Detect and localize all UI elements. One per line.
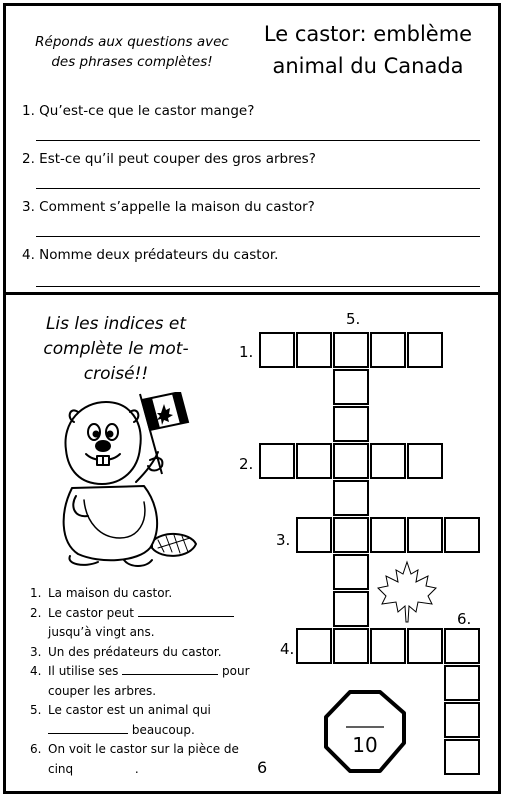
clue-text: On voit le castor sur la pièce de (48, 742, 239, 756)
crossword-cell-h4[interactable] (444, 628, 480, 664)
crossword-cell-h4[interactable] (407, 628, 443, 664)
crossword-cell-h2[interactable] (370, 443, 406, 479)
cw-instructions-line-2: complète le mot- (43, 339, 189, 359)
crossword-cell-h3[interactable] (444, 517, 480, 553)
beaver-illustration (40, 392, 198, 570)
cw-instructions-line-3: croisé!! (83, 364, 149, 384)
clue-2-cont: jusqu’à vingt ans. (48, 625, 155, 639)
clue-text: Un des prédateurs du castor. (48, 644, 222, 659)
question-1: 1. Qu’est-ce que le castor mange? (22, 103, 255, 119)
section-divider (3, 292, 501, 295)
title-line-2: animal du Canada (272, 54, 464, 78)
page-number: 6 (257, 758, 268, 777)
answer-line-1[interactable] (36, 140, 480, 141)
crossword-instructions (30, 312, 202, 387)
answer-line-3[interactable] (36, 236, 480, 237)
clue-blank[interactable] (122, 674, 218, 675)
page-title (244, 18, 492, 82)
question-3: 3. Comment s’appelle la maison du castor? (22, 199, 315, 215)
clue-text: Il utilise ses (48, 664, 119, 678)
clue-number: 5. (30, 703, 42, 717)
crossword-cell-h2[interactable] (259, 443, 295, 479)
clue-blank[interactable] (138, 616, 234, 617)
crossword-cell-h4[interactable] (296, 628, 332, 664)
crossword-cell-v5[interactable] (333, 369, 369, 405)
crossword-cell-h3[interactable] (407, 517, 443, 553)
instructions-line-2: des phrases complètes! (51, 54, 213, 70)
clue-text: cinq (48, 761, 74, 776)
clue-blank[interactable] (48, 733, 128, 734)
score-badge (322, 689, 408, 775)
question-2: 2. Est-ce qu’il peut couper des gros arbres? (22, 151, 316, 167)
clue-text: Le castor peut (48, 605, 134, 620)
cw-number-4: 4. (280, 640, 295, 658)
title-line-1: Le castor: emblème (263, 22, 473, 46)
crossword-cell-v6[interactable] (444, 739, 480, 775)
clue-number: 2. (30, 605, 42, 620)
crossword-cell-h1[interactable] (370, 332, 406, 368)
answer-line-4[interactable] (36, 286, 480, 287)
crossword-cell-v6[interactable] (444, 702, 480, 738)
crossword-cell-h4[interactable] (333, 628, 369, 664)
clue-5 (30, 701, 270, 721)
clue-text: Le castor est un animal qui (48, 703, 211, 717)
cw-number-6: 6. (457, 610, 472, 628)
answer-line-2[interactable] (36, 188, 480, 189)
cw-number-2: 2. (239, 455, 254, 473)
clue-3 (30, 643, 270, 663)
clue-4-cont: couper les arbres. (48, 683, 157, 698)
clue-6 (30, 740, 270, 760)
crossword-cell-v6[interactable] (444, 665, 480, 701)
crossword-cell-h3[interactable] (370, 517, 406, 553)
question-4: 4. Nomme deux prédateurs du castor. (22, 247, 279, 263)
clue-5-cont (30, 721, 270, 741)
clue-number: 4. (30, 664, 42, 678)
cw-number-5: 5. (346, 310, 361, 328)
crossword-cell-h2[interactable] (333, 443, 369, 479)
clue-1 (30, 584, 270, 604)
cw-instructions-line-1: Lis les indices et (45, 314, 187, 334)
clue-number: 3. (30, 644, 42, 659)
clue-number: 1. (30, 586, 42, 600)
cw-number-1: 1. (239, 343, 254, 361)
crossword-cell-v5[interactable] (333, 480, 369, 516)
crossword-cell-h3[interactable] (333, 517, 369, 553)
clue-text: La maison du castor. (48, 586, 173, 600)
crossword-cell-h1[interactable] (333, 332, 369, 368)
clue-2 (30, 604, 270, 624)
crossword-cell-h1[interactable] (407, 332, 443, 368)
clue-number: 6. (30, 742, 42, 756)
cw-number-3: 3. (276, 531, 291, 549)
crossword-cell-h3[interactable] (296, 517, 332, 553)
clue-text: . (134, 761, 139, 776)
clue-text: pour (222, 664, 250, 678)
crossword-cell-h1[interactable] (259, 332, 295, 368)
questions-instructions (16, 32, 248, 72)
crossword-cell-h1[interactable] (296, 332, 332, 368)
clue-text: beaucoup. (131, 722, 195, 737)
crossword-cell-v5[interactable] (333, 554, 369, 590)
clue-6-cont (30, 760, 270, 780)
score-total: 10 (352, 733, 378, 757)
canada-flag-icon (142, 392, 188, 430)
crossword-cell-v5[interactable] (333, 591, 369, 627)
clues-list (30, 584, 270, 779)
clue-4 (30, 662, 270, 682)
crossword-cell-h4[interactable] (370, 628, 406, 664)
crossword-cell-h2[interactable] (296, 443, 332, 479)
maple-leaf-icon (374, 560, 440, 624)
crossword-cell-h2[interactable] (407, 443, 443, 479)
instructions-line-1: Réponds aux questions avec (35, 34, 229, 50)
crossword-cell-v5[interactable] (333, 406, 369, 442)
